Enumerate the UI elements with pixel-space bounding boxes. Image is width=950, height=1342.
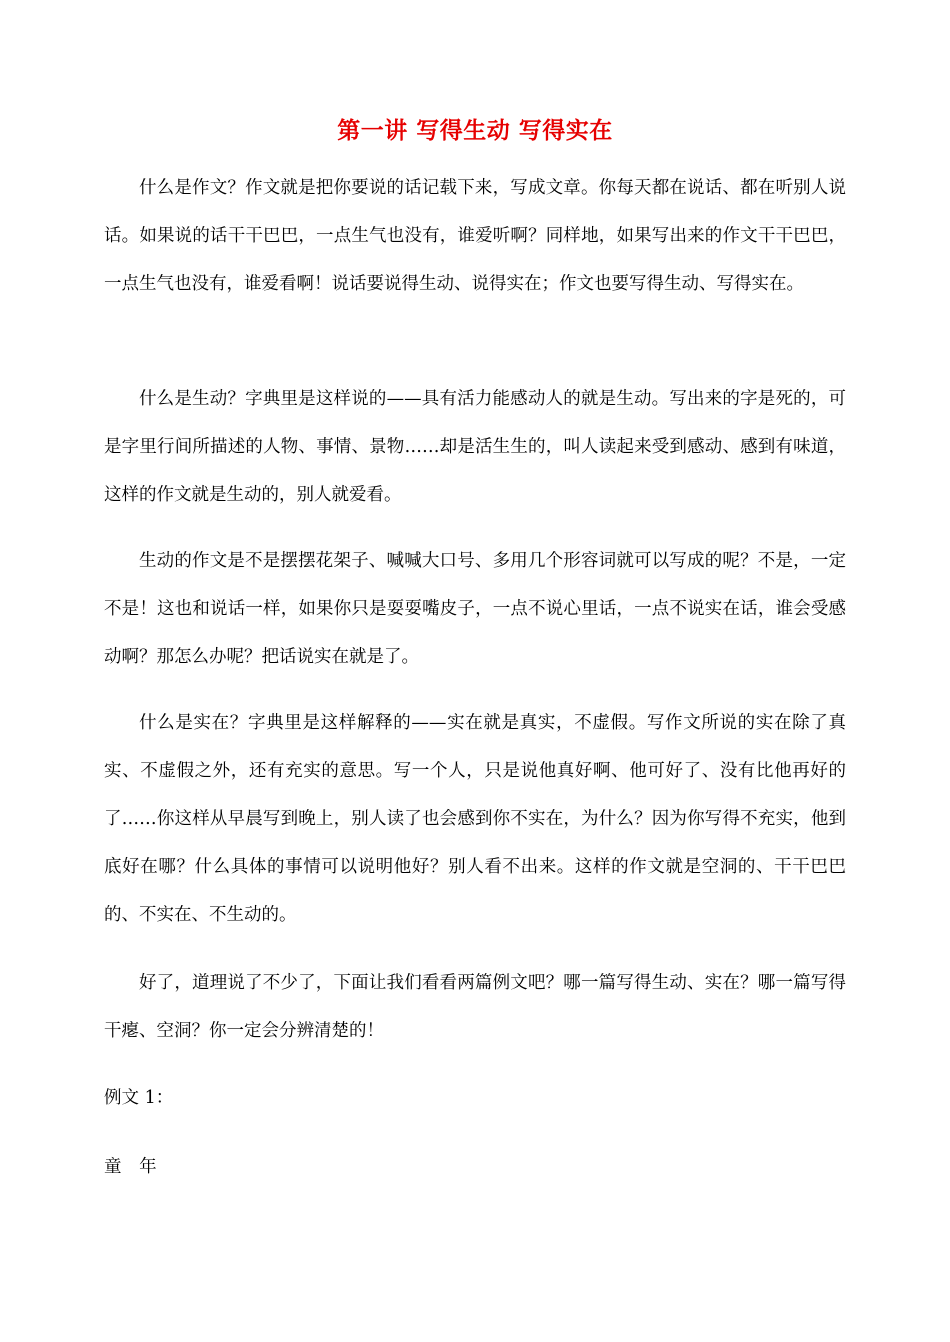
example-title: 童 年 <box>104 1157 163 1177</box>
paragraph-4: 什么是实在？字典里是这样解释的——实在就是真实，不虚假。写作文所说的实在除了真实、不虚假之外，还有充实的意思。写一个人，只是说他真好啊、他可好了、没有比他再好的了……你这样从早晨写到晚上，别人读了也会感到你不实在，为什么？因为你写得不充实，他到底好在哪？什么具体的事情可以说明他好？别人看不出来。这样的作文就是空洞的、干干巴巴的、不实在、不生动的。 <box>104 713 846 925</box>
paragraph-5: 好了，道理说了不少了，下面让我们看看两篇例文吧？哪一篇写得生动、实在？哪一篇写得干瘪、空洞？你一定会分辨清楚的！ <box>104 973 846 1041</box>
example-label: 例文 1： <box>104 1088 174 1108</box>
paragraph-1: 什么是作文？作文就是把你要说的话记载下来，写成文章。你每天都在说话、都在听别人说话。如果说的话干干巴巴，一点生气也没有，谁爱听啊？同样地，如果写出来的作文干干巴巴，一点生气也没有，谁爱看啊！说话要说得生动、说得实在；作文也要写得生动、写得实在。 <box>104 178 846 294</box>
paragraph-2: 什么是生动？字典里是这样说的——具有活力能感动人的就是生动。写出来的字是死的，可是字里行间所描述的人物、事情、景物……却是活生生的，叫人读起来受到感动、感到有味道，这样的作文就是生动的，别人就爱看。 <box>104 389 846 505</box>
page-title: 第一讲 写得生动 写得实在 <box>337 117 613 144</box>
paragraph-3: 生动的作文是不是摆摆花架子、喊喊大口号、多用几个形容词就可以写成的呢？不是，一定不是！这也和说话一样，如果你只是耍耍嘴皮子，一点不说心里话，一点不说实在话，谁会受感动啊？那怎么办呢？把话说实在就是了。 <box>104 551 846 667</box>
